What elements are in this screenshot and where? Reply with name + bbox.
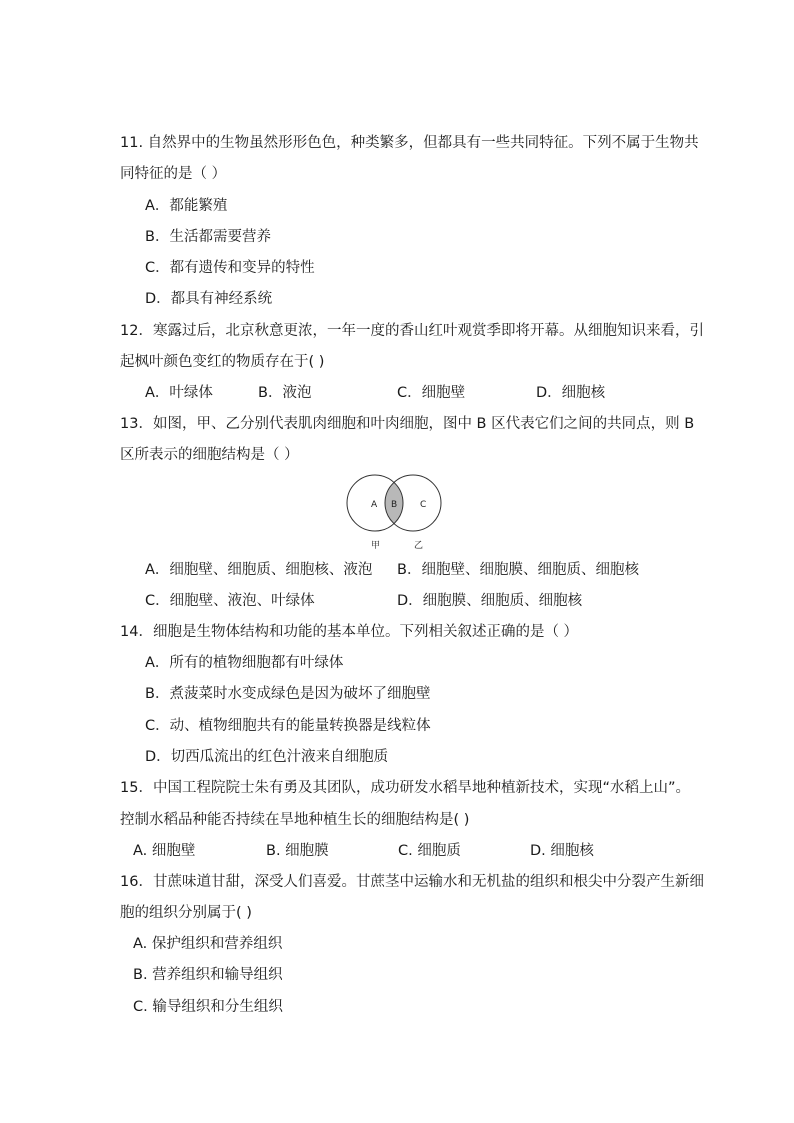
q14-option-c: C．动、植物细胞共有的能量转换器是线粒体: [145, 718, 431, 734]
q13-option-d: D．细胞膜、细胞质、细胞核: [397, 593, 583, 609]
q14-option-a: A．所有的植物细胞都有叶绿体: [145, 655, 344, 671]
q12-stem-line2: 起枫叶颜色变红的物质存在于( ): [120, 354, 325, 370]
q11-stem-line1: 11. 自然界中的生物虽然形形色色，种类繁多，但都具有一些共同特征。下列不属于生物共: [120, 135, 699, 151]
q16-option-c: C. 输导组织和分生组织: [133, 999, 283, 1015]
q15-stem-line2: 控制水稻品种能否持续在旱地种植生长的细胞结构是( ): [120, 812, 470, 828]
q16-option-a: A. 保护组织和营养组织: [133, 936, 283, 952]
venn-label-jia: 甲: [371, 541, 381, 551]
q14-option-b: B．煮菠菜时水变成绿色是因为破坏了细胞壁: [145, 686, 431, 702]
q11-option-c: C．都有遗传和变异的特性: [145, 260, 315, 276]
q15-option-d: D. 细胞核: [530, 843, 594, 859]
q15-option-a: A. 细胞壁: [133, 843, 196, 859]
q12-option-c: C．细胞壁: [397, 385, 466, 401]
q11-option-b: B．生活都需要营养: [145, 229, 271, 245]
venn-diagram: [345, 472, 449, 554]
venn-label-c: C: [420, 500, 427, 510]
q15-stem-line1: 15．中国工程院院士朱有勇及其团队，成功研发水稻旱地种植新技术，实现“水稻上山”。: [120, 780, 690, 796]
q13-stem-line1: 13．如图，甲、乙分别代表肌肉细胞和叶肉细胞，图中 B 区代表它们之间的共同点，则 B: [120, 416, 695, 432]
q11-option-d: D．都具有神经系统: [145, 291, 273, 307]
venn-label-a: A: [371, 500, 378, 510]
q14-stem: 14．细胞是生物体结构和功能的基本单位。下列相关叙述正确的是（ ）: [120, 624, 579, 640]
q13-option-b: B．细胞壁、细胞膜、细胞质、细胞核: [397, 562, 639, 578]
q15-option-b: B. 细胞膜: [266, 843, 329, 859]
q16-stem-line2: 胞的组织分别属于( ): [120, 905, 252, 921]
q15-option-c: C. 细胞质: [398, 843, 461, 859]
venn-label-b: B: [391, 500, 398, 510]
q14-option-d: D．切西瓜流出的红色汁液来自细胞质: [145, 749, 389, 765]
q13-option-c: C．细胞壁、液泡、叶绿体: [145, 593, 315, 609]
q12-option-b: B．液泡: [258, 385, 312, 401]
q13-stem-line2: 区所表示的细胞结构是（ ）: [120, 447, 299, 463]
q12-option-a: A．叶绿体: [145, 385, 213, 401]
q11-stem-line2: 同特征的是（ ）: [120, 166, 227, 182]
q12-options-row: [0, 383, 794, 403]
q13-options-row2: [0, 591, 794, 611]
q12-option-d: D．细胞核: [536, 385, 606, 401]
q13-options-row1: [0, 560, 794, 580]
q15-options-row: [0, 841, 794, 861]
venn-label-yi: 乙: [414, 541, 424, 551]
q13-option-a: A．细胞壁、细胞质、细胞核、液泡: [145, 562, 373, 578]
q16-option-b: B. 营养组织和输导组织: [133, 967, 283, 983]
q12-stem-line1: 12．寒露过后，北京秋意更浓，一年一度的香山红叶观赏季即将开幕。从细胞知识来看，引: [120, 323, 704, 339]
q16-stem-line1: 16．甘蔗味道甘甜，深受人们喜爱。甘蔗茎中运输水和无机盐的组织和根尖中分裂产生新细: [120, 874, 704, 890]
q11-option-a: A．都能繁殖: [145, 198, 228, 214]
